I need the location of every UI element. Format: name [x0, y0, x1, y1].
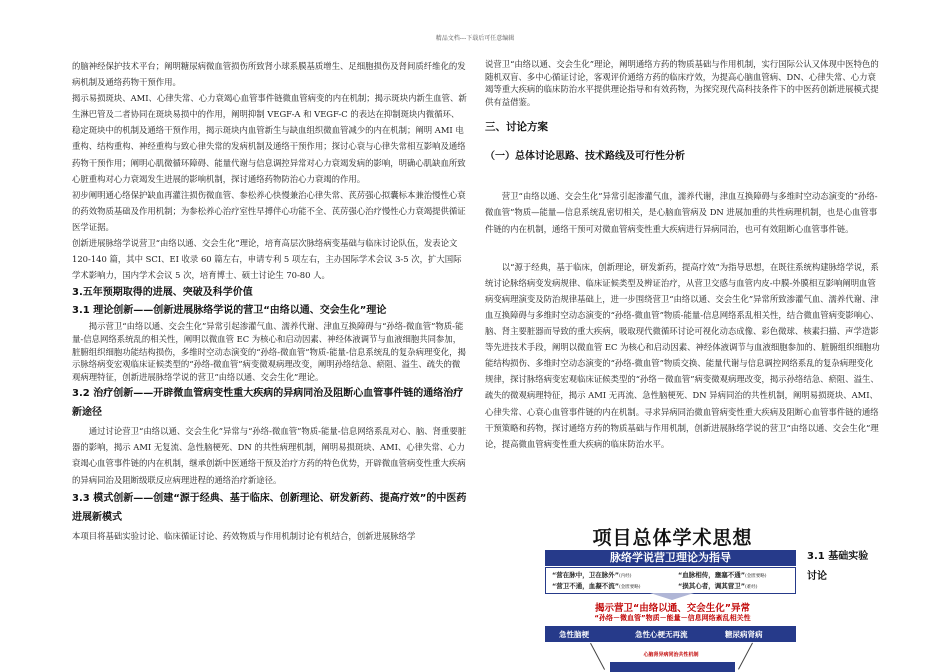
quote: “营在脉中，卫在脉外”(内经)	[552, 571, 632, 579]
subsection-heading: （一）总体讨论思路、技术路线及可行性分析	[485, 151, 685, 163]
quote: “损其心者，调其营卫”(难经)	[678, 582, 758, 590]
paragraph: 初步阐明通心络保护缺血再灌注损伤微血管、参松养心快慢兼治心律失常、芪苈强心拟囊标本兼治慢性心衰的药效物质基础及作用机制；为参松养心治疗室性早搏伴心功能不全、芪苈强心治疗慢性心力衰竭提供循证医学证据。	[72, 189, 466, 232]
right-column	[485, 58, 880, 452]
section-heading: 3.五年预期取得的进展、突破及科学价值	[72, 287, 253, 299]
paragraph: 创新进展脉络学说营卫“由络以通、交会生化”理论，培育高层次脉络病变基础与临床讨论队伍，发表论文 120-140 篇，其中 SCI、EI 收录 60 篇左右，申请专利 5 项左右，主办国际学术会议 3-5 次，扩大国际学术影响力，国内学术会议 5 次，培育博士、硕士讨论生 70-80 人。	[72, 238, 462, 281]
paragraph: 的脑神经保护技术平台；阐明糖尿病微血管损伤所致肾小球系膜基质增生、足细胞损伤及肾间质纤维化的发病机制及通络药物干预作用。	[72, 61, 466, 88]
left-column	[72, 58, 467, 544]
disease-label: 急性脑梗	[559, 630, 589, 639]
subsection-heading: 3.2 治疗创新——开辟微血管病变性重大疾病的异病同治及阻断心血管事件链的通络治疗新途径	[72, 388, 464, 419]
paragraph: 通过讨论营卫“由络以通、交会生化”异常与“孙络-微血管”物质-能量-信息网络系乱对心、脑、肾重要脏器的影响，揭示 AMI 无复流、急性脑梗死、DN 的共性病理机制，阐明易损斑块、AMI、心律失常、心力衰竭心血管事件链的内在机制，继承创新中医通络干预及治疗方药的特色优势，开辟微血管病变性重大疾病的异病同治及阻断级联反应病理进程的通络治疗新途径。	[72, 426, 467, 485]
mechanism-bar	[610, 662, 735, 672]
diagram-red-heading: 揭示营卫“由络以通、交会生化”异常	[595, 603, 750, 614]
disease-bar	[545, 626, 796, 642]
paragraph: 揭示易损斑块、AMI、心律失常、心力衰竭心血管事件链微血管病变的内在机制；揭示斑块内新生血管、新生淋巴管及二者协同在斑块易损中的作用，阐明抑制 VEGF-A 和 VEGF-C 的表达在抑制斑块内微循环、稳定斑块中的机制及通络干预作用，揭示斑块内血管新生与缺血组织微血管减少的内在机制；阐明 AMI 电重构、结构重构、神经重构与致心律失常的发病机制及通络干预作用；探讨心衰与心律失常相互影响及通络药物干预作用；阐明心肌微循环障碍、能量代谢与信息调控异常对心力衰竭发病的影响，明确心肌缺血所致心脏重构对心力衰竭发生进展的影响机制，探讨通络药物防治心力衰竭的作用。	[72, 93, 467, 184]
paragraph: 本项目将基础实验讨论、临床循证讨论、药效物质与作用机制讨论有机结合，创新进展脉络学	[72, 530, 416, 541]
subsection-heading: 3.3 模式创新——创建“源于经典、基于临床、创新理论、研发新药、提高疗效”的中医药进展新模式	[72, 492, 467, 523]
side-label: 3.1 基础实验 讨论	[807, 551, 869, 582]
classic-quotes-box	[545, 567, 796, 594]
paragraph: 以“源于经典，基于临床，创新理论，研发新药，提高疗效”为指导思想，在既往系统构建脉络学说，系统讨论脉络病变发病规律、临床证候类型及辨证治疗，从营卫交感与血管内皮-中膜-外膜相互影响阐明血管病变病理演变及防治规律基础上，进一步围绕营卫“由络以通、交会生化”异常所致渗灌气血、濡养代谢、津血互换障碍与多维时空动态演变的“孙络-微血管”物质-能量-信息网络系乱相关性，结合微血管病变影响心、脑、肾主要脏器而导致的重大疾病，吸取现代微循环讨论可视化动态成像、彩色微球、核素扫描、声学造影等先进技术手段，阐明以微血管 EC 为核心和启动因素、神经体液调节与血液细胞参加的、脏腑组织细胞功能结构损伤、多维时空动态演变的“孙络-微血管”物质交换、能量代谢与信息调控网络系乱的复杂病理变化规律，探讨脉络病变宏观临床证候类型的“孙络－微血管”病变微观病理改变，揭示孙络结急、瘀阻、溢生、疏失的微观病理特征，揭示 AMI 无再流、急性脑梗死、DN 异病同治的共性机制，阐明易损斑块、AMI、心律失常、心衰心血管事件链的内在机制。寻求异病同治微血管病变性重大疾病及阻断心血管事件链的通络干预策略和药物，探讨通络方药的物质基础与作用机制，创新进展脉络学说的营卫“由络以通、交会生化”理论，提高微血管病变性重大疾病的临床防治水平。	[485, 261, 880, 449]
disease-label: 糖尿病肾病	[725, 630, 763, 639]
academic-concept-diagram	[530, 523, 815, 672]
diagram-red-subheading: “孙络－微血管”物质－能量－信息网络紊乱相关性	[594, 614, 751, 622]
subsection-heading: 3.1 理论创新——创新进展脉络学说的营卫“由络以通、交会生化”理论	[72, 305, 387, 317]
section-heading: 三、讨论方案	[485, 121, 548, 134]
paragraph: 揭示营卫“由络以通、交会生化”异常引起渗灌气血、濡养代谢、津血互换障碍与“孙络-微血管”物质-能量-信息网络系统乱的相关性，阐明以微血管 EC 为核心和启动因素、神经体液调节与血液细胞共同参加，脏腑组织细胞功能结构损伤，多维时空动态演变的“孙络-微血管”物质-能量-信息系统乱的复杂病理变化，揭示脉络病变宏观临床证候类型的“孙络-微血管”病变微观病理改变，阐明孙络结急、瘀阻、溢生、疏失的微观病理特征，创新进展脉络学说的营卫“由络以通、交会生化”理论。	[72, 321, 466, 382]
quote: “营卫不通，血凝不流”(金匮要略)	[552, 582, 641, 590]
disease-label: 急性心梗无再流	[635, 630, 688, 639]
header-note: 精品文档---下载后可任意编辑	[435, 35, 515, 42]
common-mechanism-label: 心脑肾异病同治共性机制	[643, 652, 699, 658]
down-arrow-icon	[650, 593, 694, 600]
paragraph: 说营卫“由络以通、交会生化”理论，阐明通络方药的物质基础与作用机制，实行国际公认又体现中医特色的随机双盲、多中心循证讨论，客观评价通络方药的临床疗效，为提高心脑血管病、DN、心律失常、心力衰竭等重大疾病的临床防治水平提供理论指导和有效药物，为探究现代高科技条件下的中医药创新进展模式提供有益借鉴。	[485, 59, 879, 107]
diagram-banner: 脉络学说营卫理论为指导	[545, 550, 796, 566]
paragraph: 营卫“由络以通、交会生化”异常引起渗灌气血，濡养代谢，津血互换障碍与多维时空动态演变的“孙络-微血管”物质—能量—信息系统乱密切相关，是心脑血管病及 DN 进展加重的共性病理机制，也是心血管事件链的内在机制，通络干预可对微血管病变性重大疾病进行异病同治，也可有效阻断心血管事件链。	[485, 191, 878, 234]
quote: “血脉相传，壅塞不通”(金匮要略)	[678, 571, 767, 579]
diagram-title: 项目总体学术思想	[592, 527, 753, 549]
